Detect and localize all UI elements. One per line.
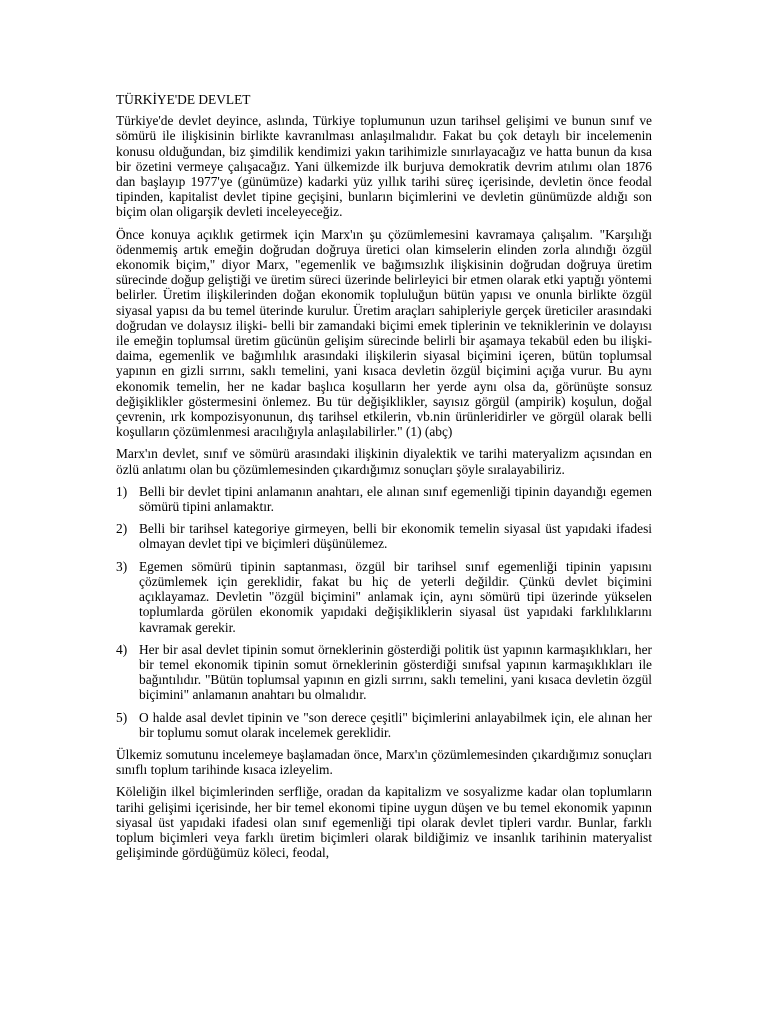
list-item — [116, 521, 652, 551]
paragraph-history: Köleliğin ilkel biçimlerinden serfliğe, oradan da kapitalizm ve sosyalizme kadar olan toplumların tarihi gelişimi içerisinde, her bir temel ekonomi tipine uygun düşen ve bu temel ekonomik yapının siyasal üst yapıdaki ifadesi olan sınıf egemenliği tipi olarak devlet tipleri vardır. Bunlar, farklı toplum biçimleri veya farklı üretim biçimleri olarak bildiğimiz ve insanlık tarihinin materyalist gelişiminde gördüğümüz köleci, feodal, — [116, 784, 652, 861]
list-item — [116, 710, 652, 740]
document-title: TÜRKİYE'DE DEVLET — [116, 92, 251, 107]
list-item-text: Her bir asal devlet tipinin somut örneklerinin gösterdiği politik üst yapının karmaşıklıkları, her bir temel ekonomik tipinin somut örneklerinin gösterdiği sınıfsal yapının karmaşıklıkları ile bağıntılıdır. "Bütün toplumsal yapının en gizli sırrını, saklı temelini, yani kısaca devletin özgül biçimini" anlamanın anahtarı bu olmalıdır. — [139, 641, 652, 703]
list-item-number: 4) — [116, 641, 128, 657]
list-item — [116, 484, 652, 514]
list-item — [116, 559, 652, 635]
paragraph-marx-quote: Önce konuya açıklık getirmek için Marx'ın şu çözümlemesini kavramaya çalışalım. "Karşılığı ödenmemiş artık emeğin doğrudan doğruya üretici olan kimselerin elinden zorla alındığı özgül ekonomik biçim," diyor Marx, "egemenlik ve bağımsızlık ilişkisinin doğrudan doğruya üretim sürecinde doğup geliştiği ve üretim süreci üzerinde belirleyici bir etmen olarak etki yaptığı yöntemi belirler. Üretim ilişkilerinden doğan ekonomik topluluğun bütün yapısı ve onunla birlikte özgül siyasal yapısı da bu temel üterinde kurulur. Üretim araçları sahipleriyle gerçek üreticiler arasındaki doğrudan ve dolaysız ilişki- belli bir zamandaki biçimi emek tiplerinin ve tekniklerinin ve dolayısı ile emeğin toplumsal üretim gücünün gelişim sürecinde belirli bir aşamaya tekabül eden bu ilişki- daima, egemenlik ve bağımlılık arasındaki ilişkilerin siyasal biçimini içeren, bütün toplumsal yapının en gizli sırrını, saklı temelini, yani kısaca devletin özgül biçimini açığa vurur. Bu aynı ekonomik temelin, her ne kadar başlıca koşulların her yerde aynı olsa da, görünüşte sonsuz değişiklikler göstermesini önlemez. Bu tür değişiklikler, sayısız görgül (ampirik) koşulun, doğal çevrenin, ırk kompozisyonunun, dış tarihsel etkilerin, vb.nin ürünleridirler ve görgül olarak belli koşulların çözümlenmesi aracılığıyla anlaşılabilirler." (1) (abç) — [116, 226, 652, 440]
conclusions-list — [116, 484, 652, 740]
list-item-text: O halde asal devlet tipinin ve "son derece çeşitli" biçimlerini anlayabilmek için, ele alınan her bir toplumu somut olarak incelemek gereklidir. — [139, 709, 652, 740]
list-item-number: 3) — [116, 558, 128, 574]
list-item-text: Egemen sömürü tipinin saptanması, özgül bir tarihsel sınıf egemenliği tipinin yapısını çözümlemek için gereklidir, fakat bu hiç de yeterli değildir. Çünkü devlet biçimini açıklayamaz. Devletin "özgül biçimini" anlamak için, aynı sömürü tipi üzerinde yükselen toplumlarda görülen ekonomik yapıdaki değişikliklerin siyasal üst yapıdaki farklılıklarını kavramak gerekir. — [139, 558, 652, 635]
list-item-number: 5) — [116, 709, 128, 725]
paragraph-conclusions-lead: Marx'ın devlet, sınıf ve sömürü arasındaki ilişkinin diyalektik ve tarihi materyalizm açısından en özlü anlatımı olan bu çözümlemesinden çıkardığımız sonuçları şöyle sıralayabiliriz. — [116, 446, 652, 477]
list-item-text: Belli bir tarihsel kategoriye girmeyen, belli bir ekonomik temelin siyasal üst yapıdaki ifadesi olmayan devlet tipi ve biçimleri düşünülemez. — [139, 521, 652, 552]
list-item-text: Belli bir devlet tipini anlamanın anahtarı, ele alınan sınıf egemenliği tipinin dayandığı egemen sömürü tipini anlamaktır. — [139, 483, 652, 515]
list-item-number: 2) — [116, 521, 128, 537]
paragraph-intro: Türkiye'de devlet deyince, aslında, Türkiye toplumunun uzun tarihsel gelişimi ve bunun sınıf ve sömürü ile ilişkisinin birlikte kavranılması anlaşılmalıdır. Fakat bu çok detaylı bir incelemenin konusu olduğundan, biz şimdilik kendimizi yakın tarihimizle sınırlayacağız ve hatta bunun da kısa bir özetini vermeye çalışacağız. Yani ülkemizde ilk burjuva demokratik devrim atılımı olan 1876 dan başlayıp 1977'ye (günümüze) kadarki yüz yıllık tarihi süreç içerisinde, devletin önce feodal tipinden, kapitalist devlet tipine geçişini, bunların biçimlerini ve devletin günümüzde aldığı son biçim olan oligarşik devleti inceleyeceğiz. — [116, 113, 652, 220]
list-item — [116, 642, 652, 703]
document-page — [116, 92, 652, 867]
paragraph-transition: Ülkemiz somutunu incelemeye başlamadan önce, Marx'ın çözümlemesinden çıkardığımız sonuçları sınıflı toplum tarihinde kısaca izleyelim. — [116, 746, 652, 778]
list-item-number: 1) — [116, 483, 128, 499]
